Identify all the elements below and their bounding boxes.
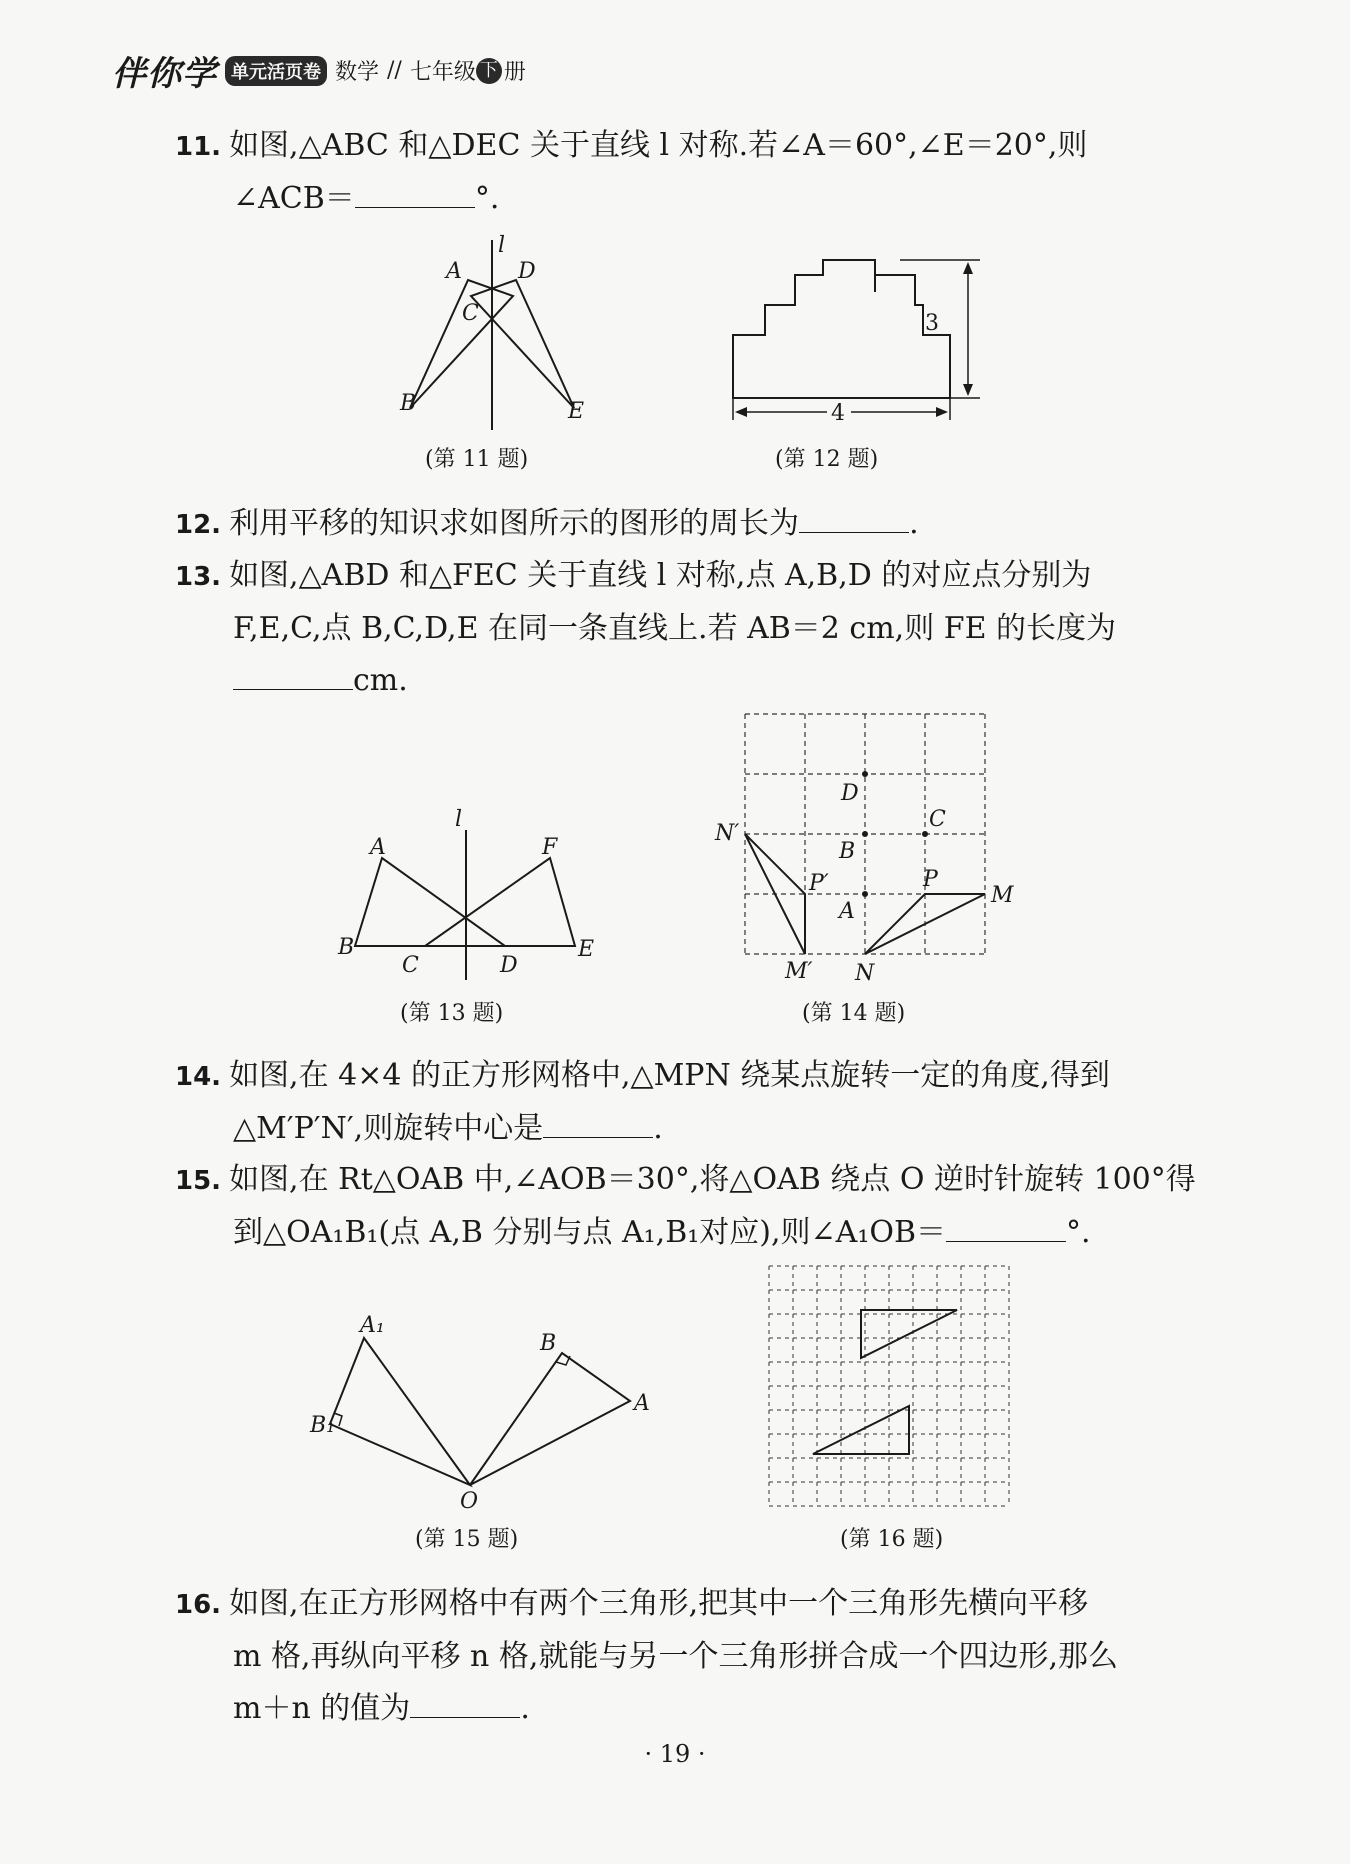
caption-12: (第 12 题) (775, 447, 879, 472)
answer-blank[interactable] (355, 177, 475, 208)
header-separator: // (387, 58, 402, 83)
question-16 (175, 1578, 1118, 1735)
caption-13: (第 13 题) (400, 1001, 504, 1026)
label-A: A (839, 899, 855, 924)
question-number: 14. (175, 1062, 222, 1092)
question-number: 11. (175, 132, 222, 162)
question-text: 到△OA₁B₁(点 A,B 分别与点 A₁,B₁对应),则∠A₁OB＝ (233, 1215, 946, 1250)
figure-13 (330, 807, 610, 980)
caption-16: (第 16 题) (840, 1527, 944, 1552)
question-12 (175, 498, 919, 551)
question-text: . (909, 506, 919, 541)
dim-height: 3 (925, 311, 939, 336)
label-C: C (462, 301, 479, 326)
question-number: 12. (175, 510, 222, 540)
figure-16 (765, 1262, 1035, 1514)
answer-blank[interactable] (543, 1107, 653, 1138)
label-A: A (446, 259, 462, 284)
label-E: E (568, 399, 585, 424)
question-text: cm. (353, 663, 408, 698)
answer-blank[interactable] (233, 659, 353, 690)
question-text: °. (474, 181, 500, 216)
label-l: l (455, 807, 463, 832)
question-text: . (653, 1111, 663, 1146)
caption-11: (第 11 题) (425, 447, 529, 472)
series-badge: 单元活页卷 (225, 56, 327, 86)
volume-suffix: 册 (503, 60, 526, 85)
label-P-prime: P′ (809, 871, 829, 896)
label-F: F (542, 835, 558, 860)
label-C: C (929, 807, 946, 832)
answer-blank[interactable] (946, 1211, 1066, 1242)
label-M: M (991, 883, 1014, 908)
question-text: °. (1066, 1215, 1091, 1250)
grade-label: 七年级 (409, 60, 476, 85)
question-text: 如图,在 Rt△OAB 中,∠AOB＝30°,将△OAB 绕点 O 逆时针旋转 100°得 (229, 1162, 1196, 1197)
volume-badge: 下 (476, 58, 502, 84)
label-O: O (460, 1489, 479, 1514)
label-B: B (338, 935, 355, 960)
question-text: . (520, 1691, 530, 1726)
question-text: 如图,在正方形网格中有两个三角形,把其中一个三角形先横向平移 (229, 1586, 1089, 1621)
question-number: 16. (175, 1590, 222, 1620)
question-text: ∠ACB＝ (233, 181, 355, 216)
question-text: 利用平移的知识求如图所示的图形的周长为 (229, 506, 800, 541)
page-number: · 19 · (644, 1740, 706, 1768)
question-number: 13. (175, 562, 222, 592)
label-D: D (841, 781, 859, 806)
subject-label: 数学 (335, 60, 380, 85)
figure-12 (725, 250, 985, 430)
question-13 (175, 550, 1116, 707)
question-text: F,E,C,点 B,C,D,E 在同一条直线上.若 AB＝2 cm,则 FE 的长度为 (233, 611, 1117, 646)
question-text: m＋n 的值为 (233, 1691, 411, 1726)
dim-width: 4 (831, 401, 845, 426)
question-text: △M′P′N′,则旋转中心是 (233, 1111, 544, 1146)
answer-blank[interactable] (799, 502, 909, 533)
label-B: B (400, 391, 417, 416)
figure-14 (715, 710, 1015, 986)
label-A: A (370, 835, 386, 860)
question-14 (175, 1050, 1110, 1155)
question-text: 如图,△ABC 和△DEC 关于直线 l 对称.若∠A＝60°,∠E＝20°,则 (229, 128, 1088, 163)
figure-15 (300, 1310, 660, 1514)
label-B1: B₁ (310, 1413, 335, 1438)
label-D: D (500, 953, 518, 978)
label-C: C (402, 953, 419, 978)
label-A: A (634, 1391, 650, 1416)
question-text: 如图,△ABD 和△FEC 关于直线 l 对称,点 A,B,D 的对应点分别为 (229, 558, 1092, 593)
page-header (112, 46, 526, 95)
label-M-prime: M′ (785, 959, 813, 984)
label-N-prime: N′ (715, 821, 740, 846)
brand-logo: 伴你学 (112, 54, 217, 94)
label-A1: A₁ (360, 1313, 385, 1338)
caption-15: (第 15 题) (415, 1527, 519, 1552)
label-E: E (578, 937, 595, 962)
question-text: 如图,在 4×4 的正方形网格中,△MPN 绕某点旋转一定的角度,得到 (229, 1058, 1110, 1093)
label-B: B (540, 1331, 557, 1356)
label-l: l (498, 233, 506, 258)
question-11 (175, 120, 1087, 225)
label-B: B (839, 839, 856, 864)
question-number: 15. (175, 1166, 222, 1196)
caption-14: (第 14 题) (802, 1001, 906, 1026)
question-text: m 格,再纵向平移 n 格,就能与另一个三角形拼合成一个四边形,那么 (233, 1639, 1118, 1674)
label-P: P (923, 867, 938, 892)
figure-11 (390, 233, 610, 430)
label-D: D (518, 259, 536, 284)
answer-blank[interactable] (410, 1687, 520, 1718)
label-N: N (855, 961, 875, 986)
question-15 (175, 1154, 1196, 1259)
